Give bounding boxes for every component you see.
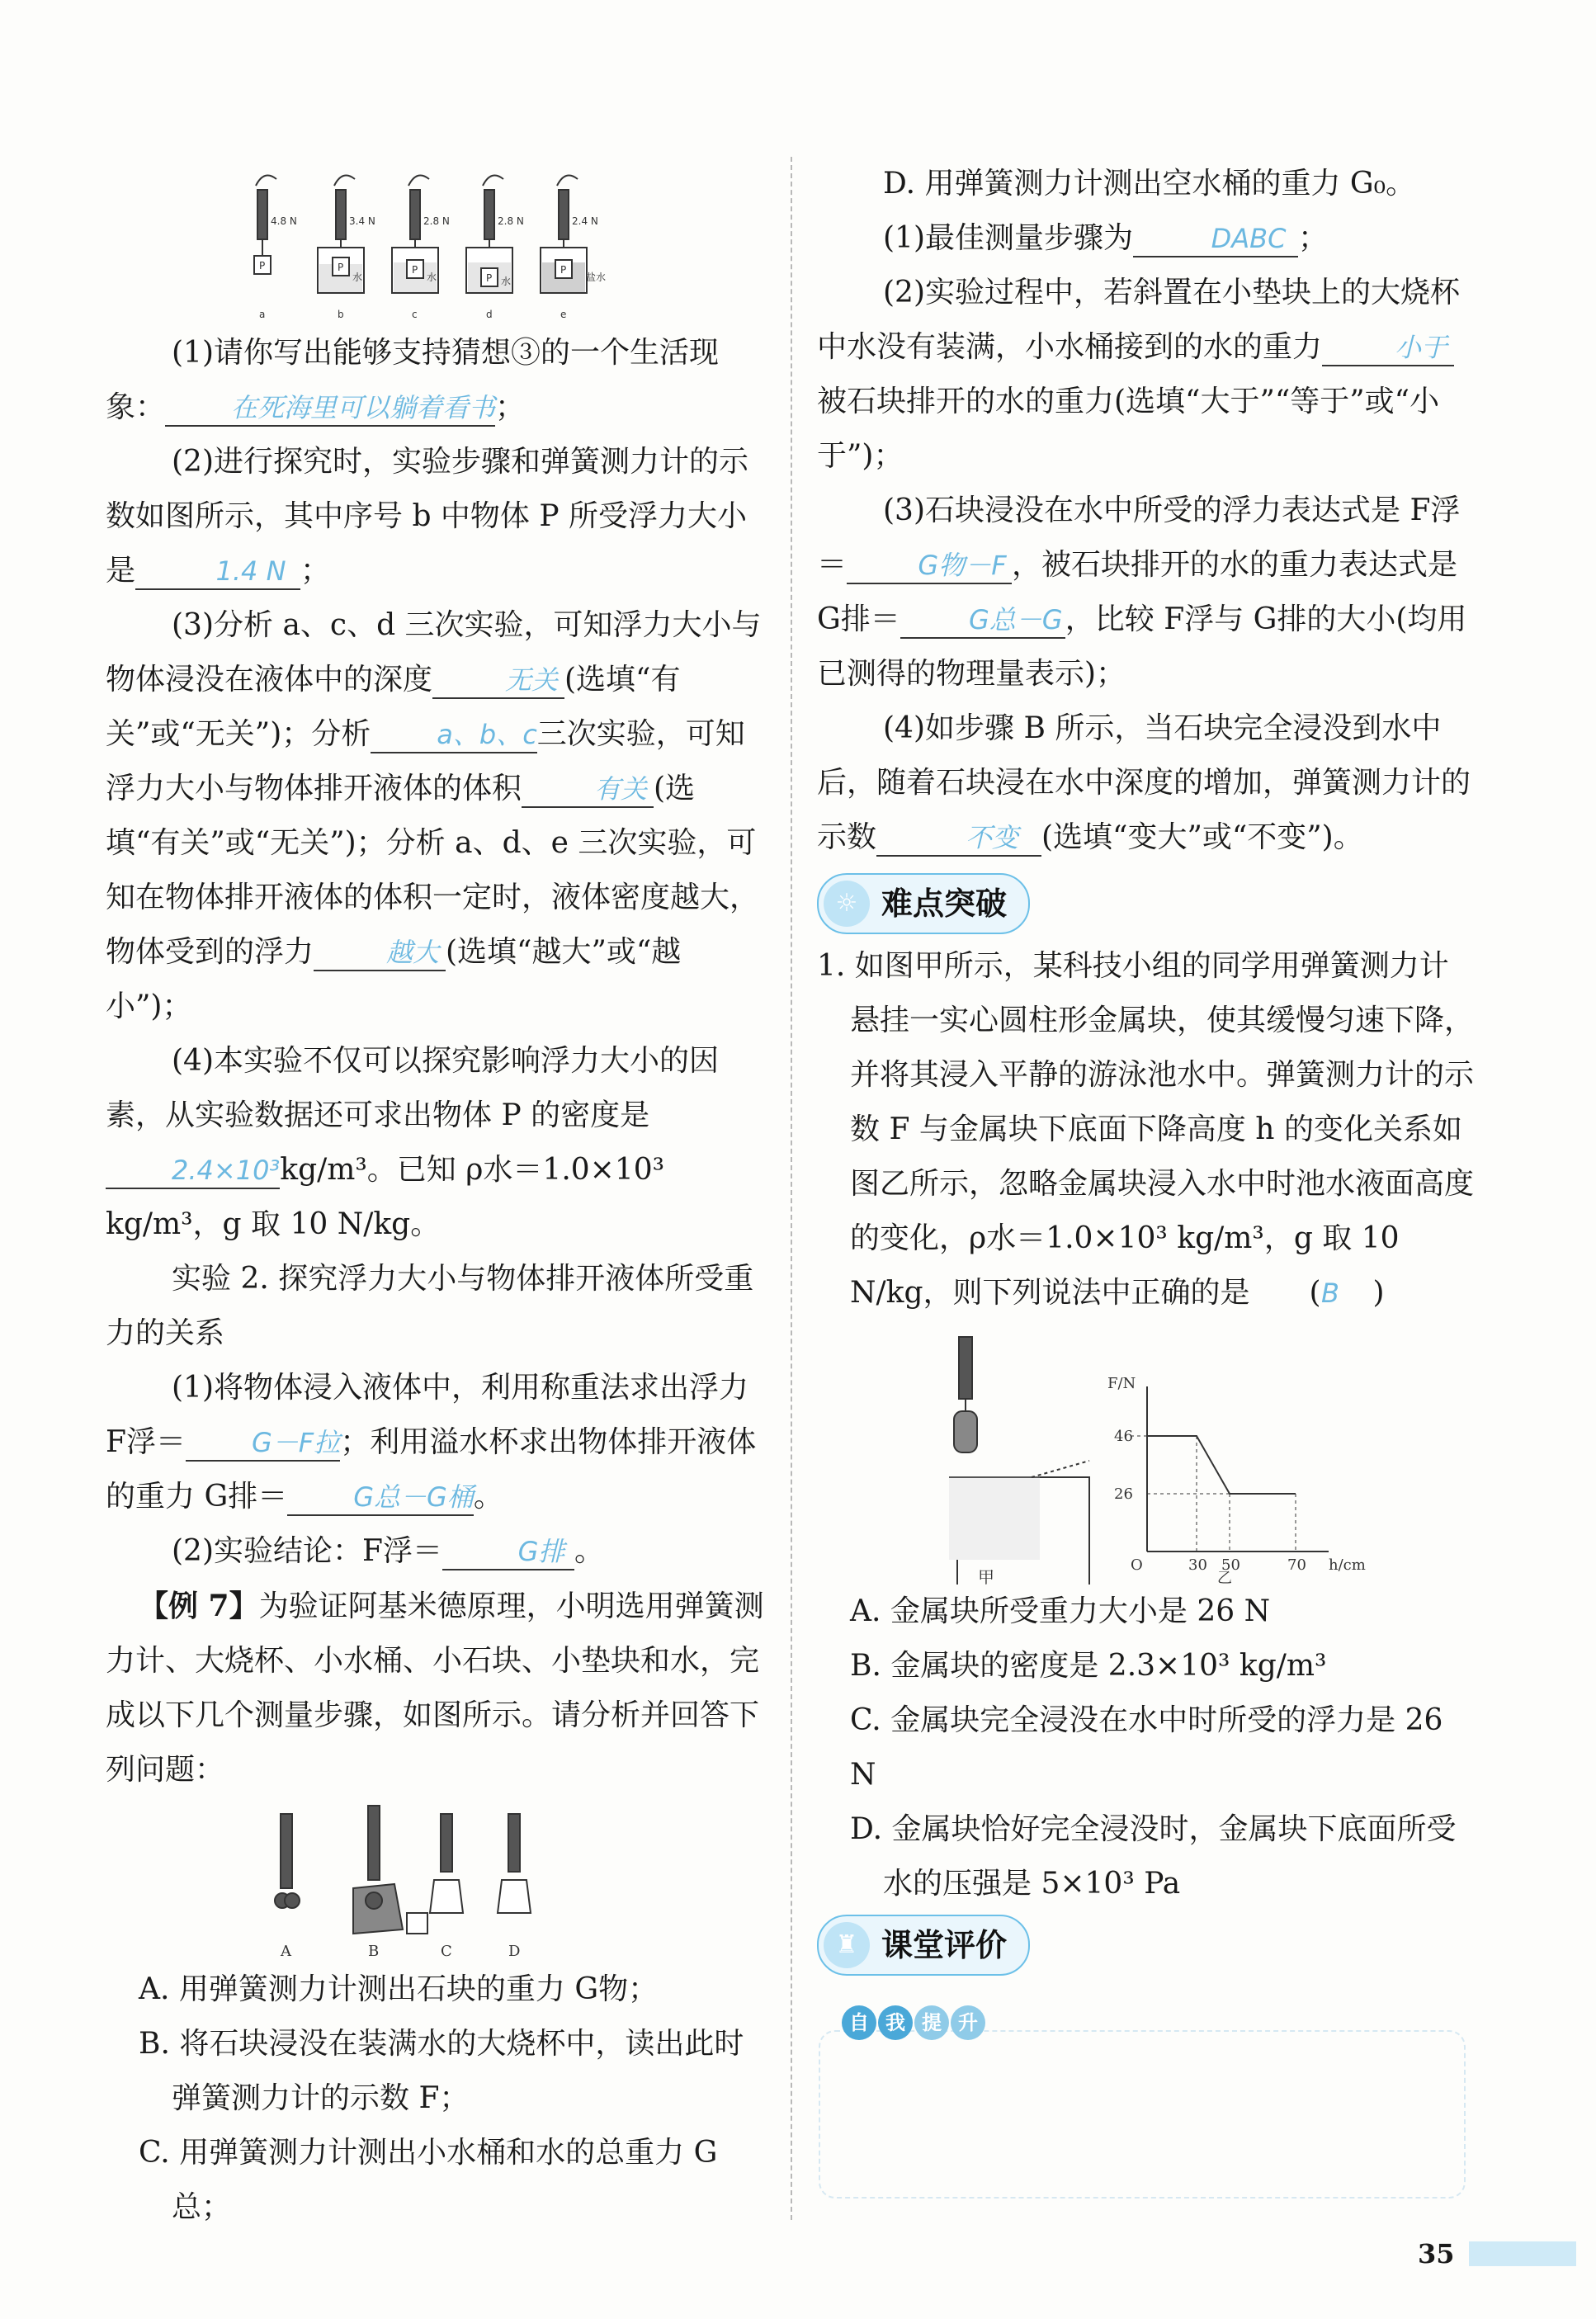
reading-e: 2.4 N bbox=[572, 215, 598, 227]
exp2-q1-answer-1: G－F拉 bbox=[186, 1425, 340, 1462]
r-q4-answer: 不变 bbox=[876, 820, 1041, 857]
label-e: e bbox=[560, 309, 567, 320]
step-a bbox=[275, 1814, 300, 1908]
r-q2-answer: 小于 bbox=[1322, 330, 1454, 366]
label-a: a bbox=[259, 309, 266, 320]
chart-x-50: 50 bbox=[1221, 1556, 1240, 1574]
page-number-bar bbox=[1469, 2241, 1576, 2266]
reading-a: 4.8 N bbox=[271, 215, 297, 227]
page-number: 35 bbox=[1418, 2238, 1455, 2269]
exp2-q2-answer: G排 bbox=[442, 1534, 574, 1570]
r-q3-answer-1: G物－F bbox=[847, 548, 1012, 584]
q1: (1)请你写出能够支持猜想③的一个生活现象： 在死海里可以躺着看书； bbox=[106, 326, 766, 435]
q4: (4)本实验不仅可以探究影响浮力大小的因素，从实验数据还可求出物体 P 的密度是2.4×10³kg/m³。已知 ρ水＝1.0×10³ kg/m³，g 取 10 N/kg。 bbox=[106, 1044, 719, 1241]
q1-answer: 在死海里可以躺着看书 bbox=[165, 390, 495, 427]
option-b: B. 将石块浸没在装满水的大烧杯中，读出此时弹簧测力计的示数 F； bbox=[139, 2027, 744, 2115]
chart-x-70: 70 bbox=[1287, 1556, 1306, 1574]
chart-origin: O bbox=[1131, 1556, 1143, 1574]
step-b bbox=[353, 1806, 427, 1934]
label-jia: 甲 bbox=[978, 1567, 994, 1585]
section-difficulty-badge bbox=[817, 873, 1030, 934]
r-q2: (2)实验过程中，若斜置在小垫块上的大烧杯中水没有装满，小水桶接到的水的重力 小于被石块排开的水的重力(选填“大于”“等于”或“小于”)； bbox=[817, 276, 1460, 473]
exp2-q2: (2)实验结论：F浮＝ G排 。 bbox=[106, 1524, 766, 1579]
option-c: C. 用弹簧测力计测出小水桶和水的总重力 G总； bbox=[139, 2136, 718, 2224]
chart-y-46: 46 bbox=[1114, 1428, 1133, 1445]
q4-answer: 2.4×10³ bbox=[106, 1153, 280, 1189]
figure-yi-chart bbox=[1107, 1375, 1366, 1585]
option-d: D. 用弹簧测力计测出空水桶的重力 G₀。 bbox=[883, 167, 1416, 201]
step-label-b: B bbox=[368, 1943, 380, 1960]
self-improve-tag bbox=[842, 2005, 985, 2040]
example-7: 【例 7】为验证阿基米德原理，小明选用弹簧测力计、大烧杯、小水桶、小石块、小垫块和水，完成以下几个测量步骤，如图所示。请分析并回答下列问题： bbox=[106, 1589, 764, 1787]
step-d bbox=[498, 1814, 531, 1913]
liquid-b: 水 bbox=[352, 272, 363, 283]
label-d: d bbox=[486, 309, 493, 320]
self-assessment-box bbox=[819, 2030, 1466, 2199]
figure-spring-scales-2 bbox=[106, 1797, 766, 1962]
object-p-c: P bbox=[412, 264, 418, 276]
r-q4: (4)如步骤 B 所示，当石块完全浸没到水中后，随着石块浸在水中深度的增加，弹簧测力计的示数 不变 (选填“变大”或“不变”)。 bbox=[817, 701, 1477, 865]
q3: (3)分析 a、c、d 三次实验，可知浮力大小与物体浸没在液体中的深度 无关 (选填“有关”或“无关”)；分析 a、b、c三次实验，可知浮力大小与物体排开液体的体积 有关 (选填“有关”或“无关”)；分析 a、d、e 三次实验，可知在物体排开液体的体积一定时，液体密度越大，物体受到的浮力 越大 (选填“越大”或“越小”)； bbox=[106, 608, 762, 1023]
reading-b: 3.4 N bbox=[349, 215, 375, 227]
exp2-title: 实验 2. 探究浮力大小与物体排开液体所受重力的关系 bbox=[106, 1262, 754, 1350]
step-c bbox=[430, 1814, 463, 1913]
r-q3: (3)石块浸没在水中所受的浮力表达式是 F浮＝ G物－F ，被石块排开的水的重力表达式是 G排＝ G总－G，比较 F浮与 G排的大小(均用已测得的物理量表示)； bbox=[817, 494, 1467, 691]
q2: (2)进行探究时，实验步骤和弹簧测力计的示数如图所示，其中序号 b 中物体 P 所受浮力大小是 1.4 N ； bbox=[106, 435, 766, 598]
liquid-c: 水 bbox=[427, 272, 437, 283]
problem-1-option-d: D. 金属块恰好完全浸没时，金属块下底面所受水的压强是 5×10³ Pa bbox=[850, 1812, 1457, 1901]
step-label-a: A bbox=[281, 1943, 291, 1960]
liquid-d: 水 bbox=[501, 276, 512, 287]
r-q3-answer-2: G总－G bbox=[900, 602, 1065, 639]
sun-icon: ☼ bbox=[824, 881, 870, 927]
cup-icon: ♜ bbox=[824, 1922, 870, 1968]
self-tag-4: 升 bbox=[951, 2005, 985, 2040]
problem-1: 1. 如图甲所示，某科技小组的同学用弹簧测力计悬挂一实心圆柱形金属块，使其缓慢匀速下降，并将其浸入平静的游泳池水中。弹簧测力计的示数 F 与金属块下底面下降高度 h 的变化关系如图乙所示，忽略金属块浸入水中时池水液面高度的变化，ρ水＝1.0×10³ kg/m³，g 取 10 N/kg，则下列说法中正确的是 ( B ) bbox=[817, 949, 1475, 1310]
right-column bbox=[817, 157, 1477, 1986]
chart-x-30: 30 bbox=[1188, 1556, 1207, 1574]
label-c: c bbox=[412, 309, 418, 320]
problem-1-option-c: C. 金属块完全浸没在水中时所受的浮力是 26 N bbox=[850, 1703, 1443, 1792]
chart-ylabel: F/N bbox=[1107, 1375, 1136, 1392]
section-difficulty-title: 难点突破 bbox=[881, 886, 1008, 922]
chart-xlabel: h/cm bbox=[1329, 1556, 1366, 1574]
label-yi: 乙 bbox=[1217, 1570, 1232, 1585]
step-label-d: D bbox=[508, 1943, 521, 1960]
figure-problem-1 bbox=[817, 1320, 1477, 1585]
r-q1: (1)最佳测量步骤为 DABC ； bbox=[817, 211, 1477, 266]
q3-answer-3: 有关 bbox=[522, 772, 654, 808]
column-divider bbox=[791, 157, 792, 2220]
exp2-q1: (1)将物体浸入液体中，利用称重法求出浮力 F浮＝ G－F拉；利用溢水杯求出物体排开液体的重力 G排＝ G总－G桶。 bbox=[106, 1361, 766, 1524]
self-tag-3: 提 bbox=[914, 2005, 949, 2040]
liquid-e: 盐水 bbox=[586, 272, 607, 283]
q3-answer-4: 越大 bbox=[314, 935, 446, 971]
chart-y-26: 26 bbox=[1114, 1485, 1133, 1503]
q3-answer-1: 无关 bbox=[432, 663, 564, 699]
self-tag-2: 我 bbox=[878, 2005, 913, 2040]
step-label-c: C bbox=[441, 1943, 452, 1960]
object-p-e: P bbox=[560, 264, 567, 276]
r-q1-answer: DABC bbox=[1133, 221, 1298, 257]
self-tag-1: 自 bbox=[842, 2005, 876, 2040]
reading-c: 2.8 N bbox=[423, 215, 450, 227]
left-column bbox=[106, 326, 766, 2235]
figure-jia bbox=[949, 1337, 1089, 1585]
problem-1-answer: B bbox=[1321, 1278, 1339, 1309]
section-difficulty-wrap bbox=[817, 865, 1477, 939]
object-p-b: P bbox=[338, 262, 344, 273]
object-p-d: P bbox=[486, 272, 493, 284]
reading-d: 2.8 N bbox=[498, 215, 524, 227]
section-evaluation-wrap bbox=[817, 1911, 1477, 1986]
q2-answer: 1.4 N bbox=[135, 554, 300, 590]
object-p-a: P bbox=[259, 260, 266, 272]
section-evaluation-title: 课堂评价 bbox=[881, 1927, 1008, 1963]
figure-spring-scales-1 bbox=[239, 165, 619, 330]
problem-1-option-b: B. 金属块的密度是 2.3×10³ kg/m³ bbox=[850, 1649, 1327, 1683]
option-a: A. 用弹簧测力计测出石块的重力 G物； bbox=[139, 1972, 659, 2006]
problem-1-option-a: A. 金属块所受重力大小是 26 N bbox=[850, 1594, 1271, 1628]
exp2-q1-answer-2: G总－G桶 bbox=[287, 1480, 474, 1516]
q3-answer-2: a、b、c bbox=[371, 717, 537, 753]
section-evaluation-badge bbox=[817, 1915, 1030, 1976]
label-b: b bbox=[338, 309, 344, 320]
